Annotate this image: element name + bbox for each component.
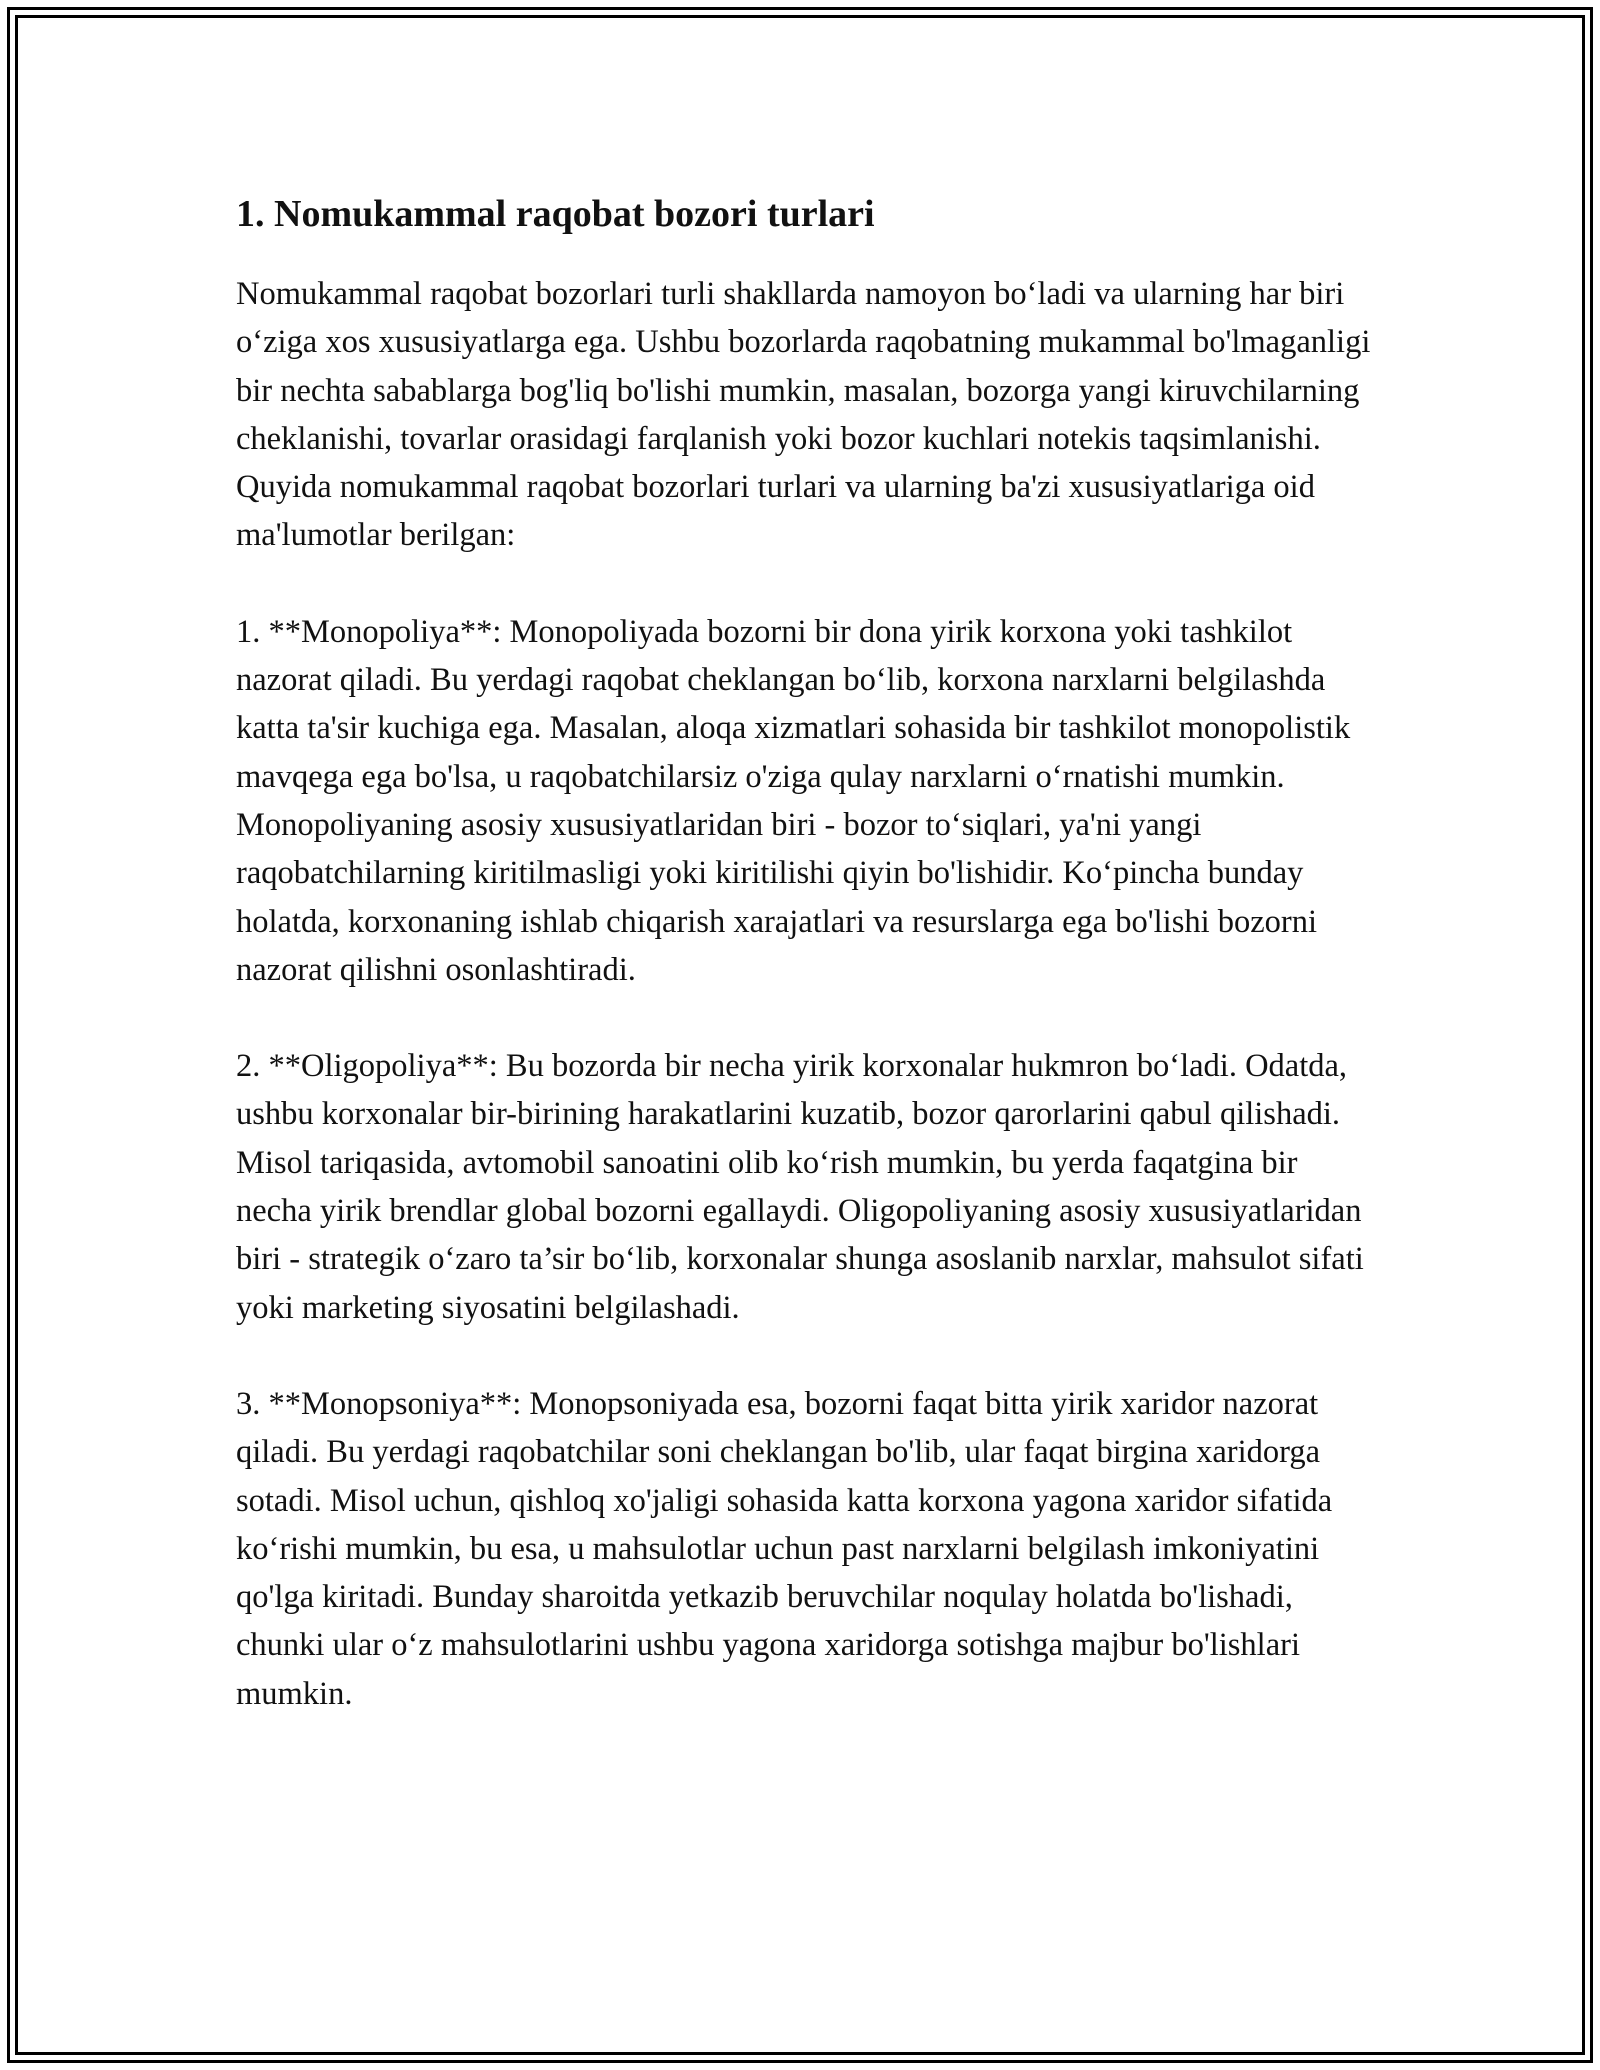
monopoliya-paragraph: 1. **Monopoliya**: Monopoliyada bozorni bir dona yirik korxona yoki tashkilot nazorat qiladi. Bu yerdagi raqobat cheklangan bo‘lib, korxona narxlarni belgilashda katta ta'sir kuchiga ega. Masalan, aloqa xizmatlari sohasida bir tashkilot monopolistik mavqega ega bo'lsa, u raqobatchilarsiz o'ziga qulay narxlarni o‘rnatishi mumkin. Monopoliyaning asosiy xususiyatlaridan biri - bozor to‘siqlari, ya'ni yangi raqobatchilarning kiritilmasligi yoki kiritilishi qiyin bo'lishidir. Ko‘pincha bunday holatda, korxonaning ishlab chiqarish xarajatlari va resurslarga ega bo'lishi bozorni nazorat qilishni osonlashtiradi.: [236, 613, 1351, 988]
intro-paragraph: Nomukammal raqobat bozorlari turli shakllarda namoyon bo‘ladi va ularning har biri o‘ziga xos xususiyatlarga ega. Ushbu bozorlarda raqobatning mukammal bo'lmaganligi bir nechta sabablarga bog'liq bo'lishi mumkin, masalan, bozorga yangi kiruvchilarning cheklanishi, tovarlar orasidagi farqlanish yoki bozor kuchlari notekis taqsimlanishi. Quyida nomukammal raqobat bozorlari turlari va ularning ba'zi xususiyatlariga oid ma'lumotlar berilgan:: [236, 276, 1371, 554]
oligopoliya-paragraph: 2. **Oligopoliya**: Bu bozorda bir necha yirik korxonalar hukmron bo‘ladi. Odatda, ushbu korxonalar bir-birining harakatlarini kuzatib, bozor qarorlarini qabul qilishadi. Misol tariqasida, avtomobil sanoatini olib ko‘rish mumkin, bu yerda faqatgina bir necha yirik brendlar global bozorni egallaydi. Oligopoliyaning asosiy xususiyatlaridan biri - strategik o‘zaro ta’sir bo‘lib, korxonalar shunga asoslanib narxlar, mahsulot sifati yoki marketing siyosatini belgilashadi.: [236, 1048, 1364, 1326]
document-body: [236, 188, 1376, 1766]
section-heading: 1. Nomukammal raqobat bozori turlari: [236, 193, 875, 235]
monopsoniya-paragraph: 3. **Monopsoniya**: Monopsoniyada esa, bozorni faqat bitta yirik xaridor nazorat qiladi. Bu yerdagi raqobatchilar soni cheklangan bo'lib, ular faqat birgina xaridorga sotadi. Misol uchun, qishloq xo'jaligi sohasida katta korxona yagona xaridor sifatida ko‘rishi mumkin, bu esa, u mahsulotlar uchun past narxlarni belgilash imkoniyatini qo'lga kiritadi. Bunday sharoitda yetkazib beruvchilar noqulay holatda bo'lishadi, chunki ular o‘z mahsulotlarini ushbu yagona xaridorga sotishga majbur bo'lishlari mumkin.: [236, 1385, 1333, 1712]
